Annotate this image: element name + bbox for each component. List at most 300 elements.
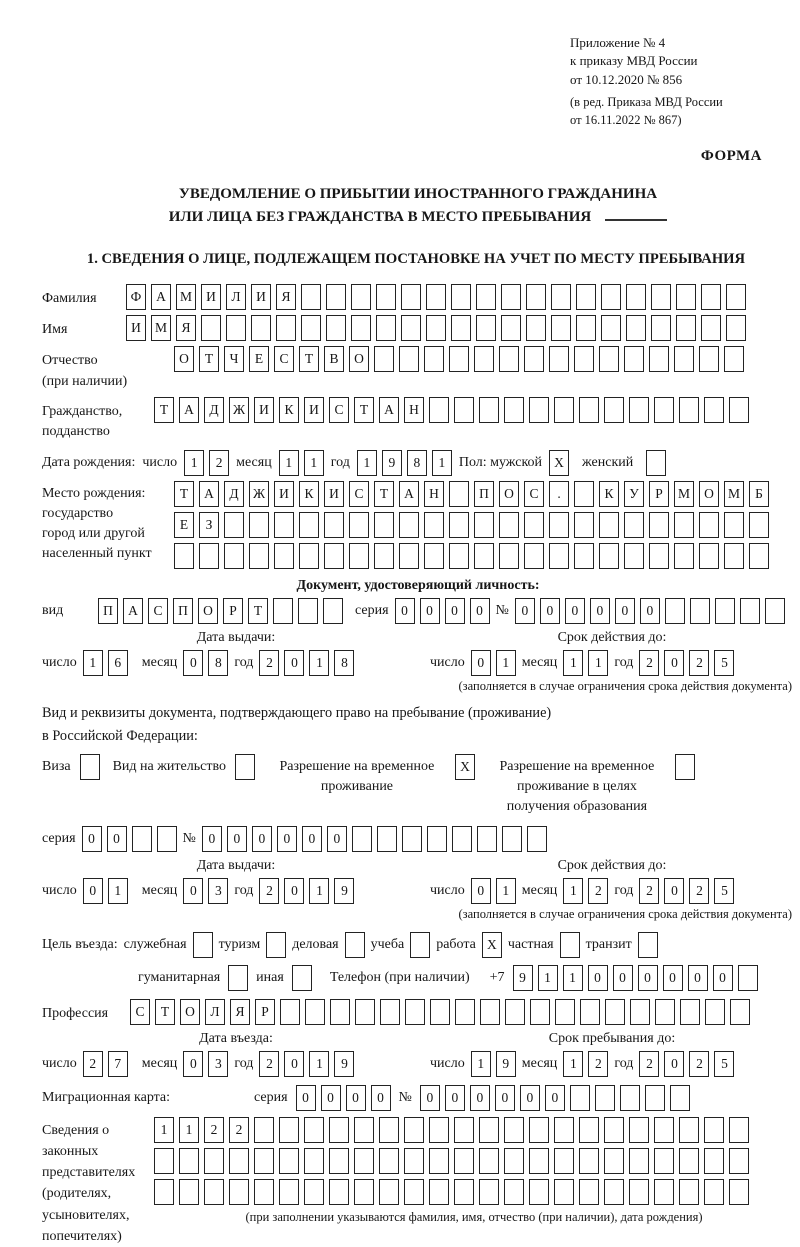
char-box[interactable]: 1: [279, 450, 299, 476]
char-box[interactable]: [530, 999, 550, 1025]
char-box[interactable]: [629, 1179, 649, 1205]
char-box[interactable]: 0: [588, 965, 608, 991]
char-box[interactable]: 0: [663, 965, 683, 991]
char-box[interactable]: 0: [445, 598, 465, 624]
char-box[interactable]: [701, 284, 721, 310]
char-box[interactable]: [80, 754, 100, 780]
char-box[interactable]: [329, 1179, 349, 1205]
char-box[interactable]: Р: [255, 999, 275, 1025]
char-box[interactable]: Т: [155, 999, 175, 1025]
char-box[interactable]: [527, 826, 547, 852]
char-box[interactable]: 8: [208, 650, 228, 676]
char-box[interactable]: 1: [538, 965, 558, 991]
char-box[interactable]: 8: [334, 650, 354, 676]
char-box[interactable]: [402, 826, 422, 852]
char-box[interactable]: И: [274, 481, 294, 507]
char-box[interactable]: [526, 284, 546, 310]
char-box[interactable]: [529, 1179, 549, 1205]
char-box[interactable]: [474, 543, 494, 569]
char-box[interactable]: X: [549, 450, 569, 476]
char-box[interactable]: 0: [302, 826, 322, 852]
char-box[interactable]: 9: [382, 450, 402, 476]
char-box[interactable]: [679, 397, 699, 423]
char-box[interactable]: О: [499, 481, 519, 507]
char-box[interactable]: П: [474, 481, 494, 507]
char-box[interactable]: [274, 543, 294, 569]
char-box[interactable]: .: [549, 481, 569, 507]
char-box[interactable]: [330, 999, 350, 1025]
char-box[interactable]: 5: [714, 878, 734, 904]
char-box[interactable]: 0: [83, 878, 103, 904]
char-box[interactable]: А: [379, 397, 399, 423]
char-box[interactable]: 0: [107, 826, 127, 852]
char-box[interactable]: [690, 598, 710, 624]
char-box[interactable]: 0: [445, 1085, 465, 1111]
char-box[interactable]: [379, 1148, 399, 1174]
char-box[interactable]: [454, 1148, 474, 1174]
char-box[interactable]: [579, 1179, 599, 1205]
char-box[interactable]: [705, 999, 725, 1025]
char-box[interactable]: [551, 284, 571, 310]
char-box[interactable]: [226, 315, 246, 341]
char-box[interactable]: С: [329, 397, 349, 423]
char-box[interactable]: [729, 1148, 749, 1174]
char-box[interactable]: [601, 315, 621, 341]
char-box[interactable]: [193, 932, 213, 958]
char-box[interactable]: [279, 1179, 299, 1205]
char-box[interactable]: А: [199, 481, 219, 507]
char-box[interactable]: [179, 1179, 199, 1205]
char-box[interactable]: [551, 315, 571, 341]
char-box[interactable]: [574, 346, 594, 372]
char-box[interactable]: 2: [588, 1051, 608, 1077]
char-box[interactable]: [292, 965, 312, 991]
char-box[interactable]: 9: [496, 1051, 516, 1077]
char-box[interactable]: 2: [229, 1117, 249, 1143]
char-box[interactable]: [379, 1117, 399, 1143]
char-box[interactable]: 0: [688, 965, 708, 991]
char-box[interactable]: 0: [420, 598, 440, 624]
char-box[interactable]: [399, 346, 419, 372]
char-box[interactable]: К: [299, 481, 319, 507]
char-box[interactable]: 1: [108, 878, 128, 904]
char-box[interactable]: Ф: [126, 284, 146, 310]
char-box[interactable]: [501, 315, 521, 341]
char-box[interactable]: 0: [713, 965, 733, 991]
char-box[interactable]: 0: [495, 1085, 515, 1111]
char-box[interactable]: 2: [588, 878, 608, 904]
char-box[interactable]: [726, 284, 746, 310]
char-box[interactable]: [654, 1117, 674, 1143]
char-box[interactable]: [154, 1179, 174, 1205]
char-box[interactable]: [351, 284, 371, 310]
char-box[interactable]: Я: [276, 284, 296, 310]
char-box[interactable]: Д: [204, 397, 224, 423]
char-box[interactable]: 1: [588, 650, 608, 676]
char-box[interactable]: 5: [714, 1051, 734, 1077]
char-box[interactable]: 0: [277, 826, 297, 852]
char-box[interactable]: [554, 1117, 574, 1143]
char-box[interactable]: Е: [174, 512, 194, 538]
char-box[interactable]: [401, 284, 421, 310]
char-box[interactable]: [304, 1117, 324, 1143]
char-box[interactable]: [299, 543, 319, 569]
char-box[interactable]: [380, 999, 400, 1025]
char-box[interactable]: [354, 1117, 374, 1143]
char-box[interactable]: [502, 826, 522, 852]
char-box[interactable]: [354, 1148, 374, 1174]
char-box[interactable]: [704, 1117, 724, 1143]
char-box[interactable]: 0: [183, 1051, 203, 1077]
char-box[interactable]: И: [304, 397, 324, 423]
char-box[interactable]: 0: [202, 826, 222, 852]
char-box[interactable]: 0: [520, 1085, 540, 1111]
char-box[interactable]: 1: [563, 1051, 583, 1077]
char-box[interactable]: 7: [108, 1051, 128, 1077]
char-box[interactable]: [454, 1117, 474, 1143]
char-box[interactable]: [529, 1148, 549, 1174]
char-box[interactable]: [604, 1117, 624, 1143]
char-box[interactable]: 1: [563, 650, 583, 676]
char-box[interactable]: [279, 1117, 299, 1143]
char-box[interactable]: [629, 1117, 649, 1143]
char-box[interactable]: [254, 1148, 274, 1174]
char-box[interactable]: Т: [354, 397, 374, 423]
char-box[interactable]: 1: [184, 450, 204, 476]
char-box[interactable]: [630, 999, 650, 1025]
char-box[interactable]: [649, 346, 669, 372]
char-box[interactable]: [429, 1179, 449, 1205]
char-box[interactable]: [729, 397, 749, 423]
char-box[interactable]: Р: [649, 481, 669, 507]
char-box[interactable]: [624, 512, 644, 538]
char-box[interactable]: [324, 512, 344, 538]
char-box[interactable]: [579, 397, 599, 423]
char-box[interactable]: [274, 512, 294, 538]
char-box[interactable]: [280, 999, 300, 1025]
char-box[interactable]: [570, 1085, 590, 1111]
char-box[interactable]: [249, 512, 269, 538]
char-box[interactable]: С: [130, 999, 150, 1025]
char-box[interactable]: Р: [223, 598, 243, 624]
char-box[interactable]: [299, 512, 319, 538]
char-box[interactable]: [454, 397, 474, 423]
char-box[interactable]: Ч: [224, 346, 244, 372]
char-box[interactable]: 2: [83, 1051, 103, 1077]
char-box[interactable]: [620, 1085, 640, 1111]
char-box[interactable]: [504, 1117, 524, 1143]
char-box[interactable]: Н: [404, 397, 424, 423]
char-box[interactable]: [324, 543, 344, 569]
char-box[interactable]: 1: [432, 450, 452, 476]
char-box[interactable]: [504, 1179, 524, 1205]
char-box[interactable]: [504, 1148, 524, 1174]
char-box[interactable]: [410, 932, 430, 958]
char-box[interactable]: 1: [471, 1051, 491, 1077]
char-box[interactable]: [224, 512, 244, 538]
char-box[interactable]: [279, 1148, 299, 1174]
char-box[interactable]: 2: [689, 878, 709, 904]
char-box[interactable]: [304, 1179, 324, 1205]
char-box[interactable]: [765, 598, 785, 624]
char-box[interactable]: 0: [296, 1085, 316, 1111]
char-box[interactable]: [629, 1148, 649, 1174]
char-box[interactable]: [580, 999, 600, 1025]
char-box[interactable]: [132, 826, 152, 852]
char-box[interactable]: [729, 1117, 749, 1143]
char-box[interactable]: М: [151, 315, 171, 341]
char-box[interactable]: [430, 999, 450, 1025]
char-box[interactable]: [474, 346, 494, 372]
char-box[interactable]: [654, 1148, 674, 1174]
char-box[interactable]: [560, 932, 580, 958]
char-box[interactable]: [399, 543, 419, 569]
char-box[interactable]: Я: [176, 315, 196, 341]
char-box[interactable]: [526, 315, 546, 341]
char-box[interactable]: X: [482, 932, 502, 958]
char-box[interactable]: [704, 397, 724, 423]
char-box[interactable]: [576, 284, 596, 310]
char-box[interactable]: 0: [540, 598, 560, 624]
char-box[interactable]: И: [251, 284, 271, 310]
char-box[interactable]: [654, 1179, 674, 1205]
char-box[interactable]: 0: [420, 1085, 440, 1111]
char-box[interactable]: [554, 1148, 574, 1174]
char-box[interactable]: 1: [563, 878, 583, 904]
char-box[interactable]: Т: [299, 346, 319, 372]
char-box[interactable]: [204, 1179, 224, 1205]
char-box[interactable]: [449, 481, 469, 507]
char-box[interactable]: [501, 284, 521, 310]
char-box[interactable]: [730, 999, 750, 1025]
char-box[interactable]: [499, 512, 519, 538]
char-box[interactable]: 1: [309, 878, 329, 904]
char-box[interactable]: [499, 346, 519, 372]
char-box[interactable]: [355, 999, 375, 1025]
char-box[interactable]: [574, 543, 594, 569]
char-box[interactable]: Т: [248, 598, 268, 624]
char-box[interactable]: 1: [563, 965, 583, 991]
char-box[interactable]: [595, 1085, 615, 1111]
char-box[interactable]: [329, 1148, 349, 1174]
char-box[interactable]: 1: [309, 1051, 329, 1077]
char-box[interactable]: Ж: [229, 397, 249, 423]
char-box[interactable]: 0: [82, 826, 102, 852]
char-box[interactable]: [276, 315, 296, 341]
char-box[interactable]: [626, 315, 646, 341]
char-box[interactable]: [554, 397, 574, 423]
char-box[interactable]: [401, 315, 421, 341]
char-box[interactable]: [266, 932, 286, 958]
char-box[interactable]: О: [180, 999, 200, 1025]
char-box[interactable]: [604, 1179, 624, 1205]
char-box[interactable]: 0: [321, 1085, 341, 1111]
char-box[interactable]: 2: [259, 650, 279, 676]
char-box[interactable]: [304, 1148, 324, 1174]
char-box[interactable]: К: [279, 397, 299, 423]
char-box[interactable]: [199, 543, 219, 569]
char-box[interactable]: [349, 512, 369, 538]
char-box[interactable]: [254, 1179, 274, 1205]
char-box[interactable]: И: [254, 397, 274, 423]
char-box[interactable]: [426, 284, 446, 310]
char-box[interactable]: 2: [204, 1117, 224, 1143]
char-box[interactable]: [454, 1179, 474, 1205]
char-box[interactable]: 2: [689, 1051, 709, 1077]
char-box[interactable]: [154, 1148, 174, 1174]
char-box[interactable]: [429, 1148, 449, 1174]
char-box[interactable]: [724, 512, 744, 538]
char-box[interactable]: [676, 315, 696, 341]
char-box[interactable]: [675, 754, 695, 780]
char-box[interactable]: 0: [640, 598, 660, 624]
char-box[interactable]: [323, 598, 343, 624]
char-box[interactable]: А: [179, 397, 199, 423]
char-box[interactable]: [574, 481, 594, 507]
char-box[interactable]: 0: [565, 598, 585, 624]
char-box[interactable]: 0: [284, 878, 304, 904]
char-box[interactable]: Т: [154, 397, 174, 423]
char-box[interactable]: [427, 826, 447, 852]
char-box[interactable]: [651, 315, 671, 341]
char-box[interactable]: [349, 543, 369, 569]
char-box[interactable]: 0: [471, 878, 491, 904]
char-box[interactable]: [449, 512, 469, 538]
char-box[interactable]: [529, 397, 549, 423]
char-box[interactable]: [549, 512, 569, 538]
char-box[interactable]: [229, 1148, 249, 1174]
char-box[interactable]: [749, 512, 769, 538]
char-box[interactable]: [729, 1179, 749, 1205]
char-box[interactable]: [174, 543, 194, 569]
char-box[interactable]: 0: [284, 1051, 304, 1077]
char-box[interactable]: [599, 346, 619, 372]
char-box[interactable]: 1: [357, 450, 377, 476]
char-box[interactable]: И: [324, 481, 344, 507]
char-box[interactable]: [179, 1148, 199, 1174]
char-box[interactable]: [524, 346, 544, 372]
char-box[interactable]: [376, 315, 396, 341]
char-box[interactable]: [674, 512, 694, 538]
char-box[interactable]: 3: [208, 878, 228, 904]
char-box[interactable]: 0: [590, 598, 610, 624]
char-box[interactable]: [646, 450, 666, 476]
char-box[interactable]: 0: [664, 1051, 684, 1077]
char-box[interactable]: [554, 1179, 574, 1205]
char-box[interactable]: 0: [470, 1085, 490, 1111]
char-box[interactable]: Е: [249, 346, 269, 372]
char-box[interactable]: [624, 346, 644, 372]
char-box[interactable]: [376, 284, 396, 310]
char-box[interactable]: [477, 826, 497, 852]
char-box[interactable]: [235, 754, 255, 780]
char-box[interactable]: [451, 315, 471, 341]
char-box[interactable]: 3: [208, 1051, 228, 1077]
char-box[interactable]: [629, 397, 649, 423]
char-box[interactable]: 1: [304, 450, 324, 476]
char-box[interactable]: [326, 284, 346, 310]
char-box[interactable]: 1: [154, 1117, 174, 1143]
char-box[interactable]: [699, 543, 719, 569]
char-box[interactable]: [429, 1117, 449, 1143]
char-box[interactable]: [479, 1117, 499, 1143]
char-box[interactable]: [529, 1117, 549, 1143]
char-box[interactable]: 0: [613, 965, 633, 991]
char-box[interactable]: 0: [664, 650, 684, 676]
char-box[interactable]: 2: [209, 450, 229, 476]
char-box[interactable]: 0: [183, 650, 203, 676]
char-box[interactable]: [479, 1179, 499, 1205]
char-box[interactable]: С: [349, 481, 369, 507]
char-box[interactable]: [405, 999, 425, 1025]
char-box[interactable]: П: [173, 598, 193, 624]
char-box[interactable]: [749, 543, 769, 569]
char-box[interactable]: 0: [664, 878, 684, 904]
char-box[interactable]: [676, 284, 696, 310]
char-box[interactable]: 0: [227, 826, 247, 852]
char-box[interactable]: [599, 512, 619, 538]
char-box[interactable]: [679, 1179, 699, 1205]
char-box[interactable]: Т: [374, 481, 394, 507]
char-box[interactable]: [604, 397, 624, 423]
char-box[interactable]: 0: [252, 826, 272, 852]
char-box[interactable]: 0: [284, 650, 304, 676]
char-box[interactable]: [601, 284, 621, 310]
char-box[interactable]: [604, 1148, 624, 1174]
char-box[interactable]: [424, 543, 444, 569]
char-box[interactable]: 9: [513, 965, 533, 991]
char-box[interactable]: С: [524, 481, 544, 507]
char-box[interactable]: [451, 284, 471, 310]
char-box[interactable]: [424, 346, 444, 372]
char-box[interactable]: [455, 999, 475, 1025]
char-box[interactable]: [715, 598, 735, 624]
char-box[interactable]: [426, 315, 446, 341]
char-box[interactable]: [674, 346, 694, 372]
char-box[interactable]: Н: [424, 481, 444, 507]
char-box[interactable]: 0: [371, 1085, 391, 1111]
char-box[interactable]: [680, 999, 700, 1025]
char-box[interactable]: 2: [639, 878, 659, 904]
char-box[interactable]: [624, 543, 644, 569]
char-box[interactable]: 0: [346, 1085, 366, 1111]
char-box[interactable]: [649, 543, 669, 569]
char-box[interactable]: П: [98, 598, 118, 624]
char-box[interactable]: [229, 1179, 249, 1205]
char-box[interactable]: [228, 965, 248, 991]
char-box[interactable]: [699, 346, 719, 372]
char-box[interactable]: Д: [224, 481, 244, 507]
char-box[interactable]: [651, 284, 671, 310]
char-box[interactable]: [701, 315, 721, 341]
char-box[interactable]: 1: [83, 650, 103, 676]
char-box[interactable]: 0: [395, 598, 415, 624]
char-box[interactable]: 1: [496, 650, 516, 676]
char-box[interactable]: [576, 315, 596, 341]
char-box[interactable]: [354, 1179, 374, 1205]
char-box[interactable]: [326, 315, 346, 341]
char-box[interactable]: [724, 543, 744, 569]
char-box[interactable]: [249, 543, 269, 569]
char-box[interactable]: [379, 1179, 399, 1205]
char-box[interactable]: [699, 512, 719, 538]
char-box[interactable]: К: [599, 481, 619, 507]
char-box[interactable]: [704, 1179, 724, 1205]
char-box[interactable]: И: [126, 315, 146, 341]
char-box[interactable]: [476, 284, 496, 310]
char-box[interactable]: [377, 826, 397, 852]
char-box[interactable]: О: [174, 346, 194, 372]
